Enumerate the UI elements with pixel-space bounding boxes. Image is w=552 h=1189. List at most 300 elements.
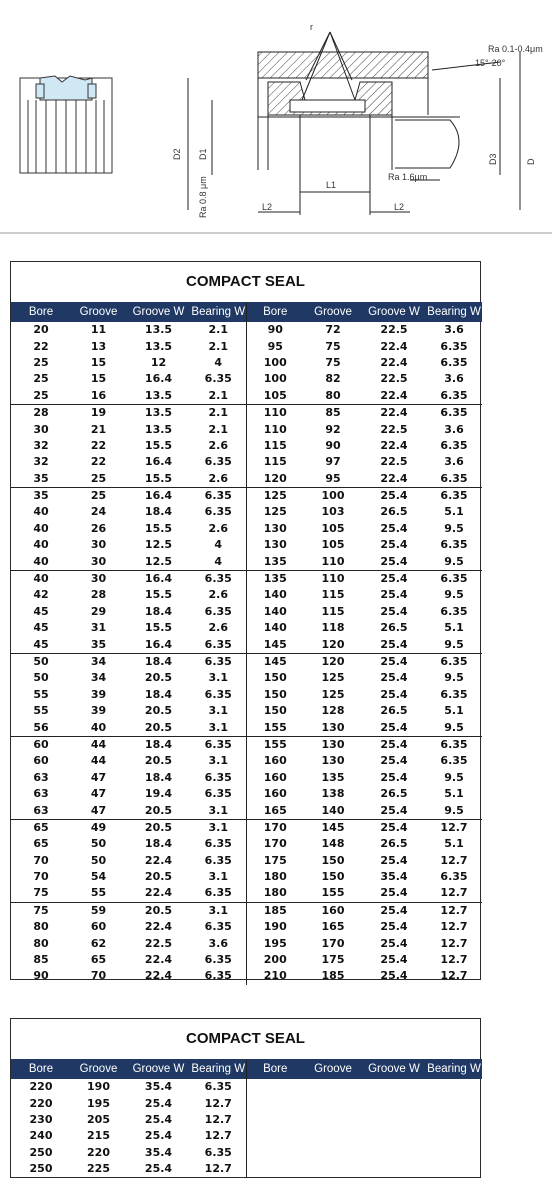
- table-cell: 20.5: [144, 720, 173, 734]
- table-cell: 25.4: [380, 687, 408, 701]
- table-cell: 6.35: [191, 653, 246, 670]
- table-cell: 6.35: [440, 339, 468, 353]
- table-cell: 44: [90, 754, 107, 768]
- table-cell: 31: [90, 621, 107, 635]
- table-cell: 9.5: [444, 588, 464, 602]
- table-row: [11, 753, 482, 769]
- table-cell: 18.4: [144, 505, 173, 519]
- table-cell: 148: [321, 837, 345, 851]
- table-cell: 230: [29, 1112, 53, 1126]
- table-cell: 9.5: [444, 554, 464, 568]
- table-cell: 13: [90, 339, 107, 353]
- table-cell: 170: [321, 936, 345, 950]
- table-cell: 40: [33, 521, 49, 535]
- table-cell: 22.4: [380, 339, 408, 353]
- table-cell: 80: [33, 920, 49, 934]
- table-cell: 15.5: [144, 521, 173, 535]
- table-cell: 9.5: [444, 671, 464, 685]
- table-cell: 22.5: [380, 455, 408, 469]
- table-cell: 120: [246, 471, 304, 488]
- table-cell: 44: [71, 736, 126, 753]
- table-cell: 95: [246, 338, 304, 354]
- table-row: [11, 1079, 482, 1095]
- table-cell: 25: [33, 355, 49, 369]
- table-cell: 40: [90, 720, 107, 734]
- table-cell: 80: [325, 388, 341, 402]
- table-cell: 100: [304, 487, 362, 504]
- table-cell: 22.4: [380, 438, 408, 452]
- table-cell: 25.4: [144, 1129, 173, 1143]
- table-cell: 125: [246, 487, 304, 504]
- table-cell: 6.35: [204, 637, 232, 651]
- table-cell: 6.35: [204, 953, 232, 967]
- table-cell: 145: [246, 653, 304, 670]
- table-cell: 6.35: [204, 604, 232, 618]
- table-cell: 12.7: [440, 920, 468, 934]
- table-cell: 22.4: [144, 853, 173, 867]
- table-cell: 215: [87, 1129, 110, 1143]
- table-cell: 12.7: [426, 902, 482, 919]
- table-cell: 150: [321, 870, 345, 884]
- table-cell: 65: [33, 837, 49, 851]
- table-cell: 13.5: [144, 323, 173, 337]
- column-header: Groove W: [362, 1059, 426, 1079]
- table-cell: 170: [246, 836, 304, 852]
- table-cell: 150: [246, 687, 304, 703]
- table-cell: 13.5: [144, 422, 173, 436]
- table-cell: 128: [321, 704, 345, 718]
- table-row: [11, 521, 482, 537]
- table-cell: 55: [90, 886, 107, 900]
- table-cell: 115: [321, 588, 345, 602]
- table-cell: 220: [29, 1096, 53, 1110]
- table-cell: 60: [33, 754, 49, 768]
- table-cell: 185: [246, 902, 304, 919]
- table-cell: 9.5: [444, 720, 464, 734]
- table-cell: 140: [321, 803, 345, 817]
- table-cell: [362, 1145, 426, 1161]
- table-cell: 22.5: [380, 422, 408, 436]
- table-row: [11, 404, 482, 421]
- table-cell: 125: [321, 671, 345, 685]
- table-cell: 29: [90, 604, 107, 618]
- table-cell: 110: [246, 404, 304, 421]
- table-cell: 55: [33, 687, 49, 701]
- table-cell: 3.1: [208, 704, 228, 718]
- table-cell: 9.5: [444, 803, 464, 817]
- table-cell: 15.5: [144, 588, 173, 602]
- table-cell: 50: [90, 853, 107, 867]
- table-row: [11, 1145, 482, 1161]
- table-row: [11, 620, 482, 636]
- table-cell: 34: [90, 671, 107, 685]
- r-label: r: [310, 22, 313, 32]
- table-cell: 85: [33, 953, 49, 967]
- table-cell: 28: [11, 404, 71, 421]
- compact-seal-table-2: [10, 1018, 481, 1178]
- table-cell: 165: [321, 920, 345, 934]
- table-cell: 155: [246, 719, 304, 736]
- table-cell: 25.4: [380, 936, 408, 950]
- column-header: Groove W: [126, 1059, 191, 1079]
- table-cell: 125: [246, 504, 304, 520]
- table-cell: 160: [246, 753, 304, 769]
- table-row: [11, 919, 482, 935]
- column-header: Groove: [304, 1059, 362, 1079]
- table-row: [11, 338, 482, 354]
- table-cell: 20.5: [144, 671, 173, 685]
- table-cell: 70: [33, 870, 49, 884]
- table-cell: 16.4: [144, 372, 173, 386]
- table-cell: 47: [90, 770, 107, 784]
- table-cell: 5.1: [444, 621, 464, 635]
- table-cell: 25: [33, 388, 49, 402]
- table-cell: 25.4: [380, 920, 408, 934]
- table-cell: 4: [214, 538, 223, 552]
- table-cell: [246, 1161, 304, 1177]
- table-cell: 115: [246, 438, 304, 454]
- table-cell: 190: [87, 1080, 110, 1094]
- table-row: [11, 1161, 482, 1177]
- table-cell: 160: [246, 786, 304, 802]
- table-cell: 20.5: [144, 754, 173, 768]
- table-cell: 63: [33, 803, 49, 817]
- ra-top-label: Ra 0.1-0.4μm: [488, 44, 543, 54]
- table-cell: 25.4: [380, 770, 408, 784]
- column-header: Bore: [246, 302, 304, 322]
- table-row: [11, 371, 482, 387]
- table-cell: 12.7: [204, 1162, 232, 1176]
- table-cell: 11: [90, 323, 107, 337]
- table-cell: 6.35: [440, 355, 468, 369]
- column-header: Bearing W: [426, 302, 482, 322]
- table-cell: 25: [90, 471, 107, 485]
- table-cell: 65: [90, 953, 107, 967]
- table-cell: 12.7: [426, 819, 482, 836]
- table-cell: 72: [325, 323, 341, 337]
- table-cell: 15.5: [144, 438, 173, 452]
- table-cell: [362, 1161, 426, 1177]
- table-cell: [304, 1095, 362, 1111]
- table-cell: 18.4: [144, 770, 173, 784]
- table-cell: 25.4: [362, 736, 426, 753]
- table-cell: 155: [246, 736, 304, 753]
- table-cell: 22.4: [144, 953, 173, 967]
- table-cell: 25.4: [144, 1162, 173, 1176]
- table-cell: 54: [90, 870, 107, 884]
- table-cell: 75: [325, 339, 341, 353]
- table-cell: 92: [325, 422, 341, 436]
- table-cell: 56: [33, 720, 49, 734]
- table-row: [11, 604, 482, 620]
- table-cell: 19: [71, 404, 126, 421]
- table-cell: 6.35: [440, 687, 468, 701]
- table-cell: 2.1: [208, 339, 228, 353]
- table-cell: 240: [29, 1129, 53, 1143]
- table-cell: 63: [33, 770, 49, 784]
- table-row: [11, 1128, 482, 1144]
- table-cell: 25.4: [380, 671, 408, 685]
- table-row: [11, 388, 482, 405]
- table-cell: 110: [246, 421, 304, 437]
- table-cell: [246, 1145, 304, 1161]
- table-cell: 2.6: [208, 438, 228, 452]
- table-row: [11, 869, 482, 885]
- table-cell: 20: [33, 323, 49, 337]
- table-cell: 25.4: [380, 754, 408, 768]
- size-table: [11, 1059, 482, 1177]
- table-cell: 18.4: [144, 837, 173, 851]
- table-cell: 135: [321, 770, 345, 784]
- table-cell: 16.4: [144, 455, 173, 469]
- d2-label: D2: [172, 148, 182, 160]
- column-header: Groove: [71, 302, 126, 322]
- table-cell: 6.35: [426, 570, 482, 587]
- table-cell: 3.6: [208, 936, 228, 950]
- table-cell: 12: [150, 355, 167, 369]
- table-cell: 55: [33, 704, 49, 718]
- table-cell: 47: [90, 803, 107, 817]
- table-cell: [362, 1095, 426, 1111]
- table-row: [11, 819, 482, 836]
- l1-label: L1: [326, 180, 337, 190]
- table-cell: 35.4: [144, 1145, 173, 1159]
- table-cell: 25.4: [362, 487, 426, 504]
- table-cell: 12.7: [204, 1096, 232, 1110]
- table-cell: 6.35: [440, 870, 468, 884]
- table-cell: 70: [90, 969, 107, 983]
- table-cell: 35: [33, 471, 49, 485]
- table-cell: [304, 1079, 362, 1095]
- table-cell: 40: [33, 538, 49, 552]
- table-cell: 145: [246, 636, 304, 653]
- table-cell: 6.35: [191, 487, 246, 504]
- column-header: Bearing W: [426, 1059, 482, 1079]
- table-cell: 6.35: [204, 372, 232, 386]
- table-cell: 50: [11, 653, 71, 670]
- table-cell: 12.7: [440, 969, 468, 983]
- table-cell: 25.4: [380, 538, 408, 552]
- table-cell: 25.4: [380, 853, 408, 867]
- table-cell: 90: [325, 438, 341, 452]
- table-row: [11, 952, 482, 968]
- table-cell: 125: [321, 687, 345, 701]
- table-row: [11, 802, 482, 819]
- table-cell: 50: [33, 671, 49, 685]
- table-cell: 5.1: [444, 837, 464, 851]
- table-cell: 95: [325, 471, 341, 485]
- table-cell: 110: [321, 554, 345, 568]
- table-cell: [246, 1079, 304, 1095]
- table-cell: 49: [71, 819, 126, 836]
- column-header: Bearing W: [191, 1059, 246, 1079]
- table-cell: 130: [321, 754, 345, 768]
- table-row: [11, 587, 482, 603]
- table-cell: 200: [246, 952, 304, 968]
- table-row: [11, 719, 482, 736]
- table-cell: 18.4: [144, 687, 173, 701]
- table-cell: 6.35: [426, 487, 482, 504]
- table-row: [11, 703, 482, 719]
- l2-left-label: L2: [262, 202, 273, 212]
- table-row: [11, 636, 482, 653]
- table-cell: 65: [11, 819, 71, 836]
- table-cell: 220: [87, 1145, 110, 1159]
- table-cell: 85: [304, 404, 362, 421]
- table-cell: 160: [304, 902, 362, 919]
- table-cell: 3.6: [444, 422, 464, 436]
- table-row: [11, 438, 482, 454]
- table-cell: 120: [321, 637, 345, 651]
- table-cell: 155: [321, 886, 345, 900]
- table-cell: 6.35: [440, 754, 468, 768]
- size-table: [11, 302, 482, 985]
- table-cell: 75: [11, 902, 71, 919]
- table-cell: 20.5: [126, 819, 191, 836]
- table-cell: 170: [246, 819, 304, 836]
- table-cell: 135: [246, 553, 304, 570]
- table-cell: 6.35: [426, 736, 482, 753]
- table-cell: 5.1: [444, 704, 464, 718]
- d-label: D: [526, 158, 536, 165]
- table-cell: 45: [33, 604, 49, 618]
- table-cell: [426, 1128, 482, 1144]
- table-cell: 6.35: [440, 538, 468, 552]
- table-cell: 35.4: [380, 870, 408, 884]
- table-cell: 30: [33, 422, 49, 436]
- table-cell: 47: [90, 787, 107, 801]
- column-header: Groove W: [362, 302, 426, 322]
- table-row: [11, 786, 482, 802]
- column-header: Groove W: [126, 302, 191, 322]
- table-row: [11, 836, 482, 852]
- table-cell: 18.4: [144, 604, 173, 618]
- table-cell: 145: [304, 819, 362, 836]
- table-cell: 150: [246, 703, 304, 719]
- table-cell: 195: [246, 935, 304, 951]
- table-cell: 25.4: [380, 637, 408, 651]
- table-cell: 26.5: [380, 787, 408, 801]
- table-cell: 90: [33, 969, 49, 983]
- table-cell: 120: [304, 653, 362, 670]
- table-cell: 3.1: [208, 803, 228, 817]
- table-row: [11, 454, 482, 470]
- table-cell: 22.5: [144, 936, 173, 950]
- table-cell: 39: [90, 687, 107, 701]
- table-cell: 105: [321, 538, 345, 552]
- table-cell: 45: [33, 621, 49, 635]
- column-header: Bore: [11, 302, 71, 322]
- table-cell: 138: [321, 787, 345, 801]
- table-cell: 22.5: [380, 372, 408, 386]
- table-cell: 2.1: [208, 323, 228, 337]
- table-cell: 12.7: [440, 953, 468, 967]
- table-cell: 18.4: [126, 736, 191, 753]
- table-cell: 22.5: [380, 323, 408, 337]
- header-row: [11, 1059, 482, 1079]
- table-row: [11, 1095, 482, 1111]
- table-cell: 250: [29, 1162, 53, 1176]
- table-cell: 6.35: [440, 388, 468, 402]
- table-cell: 40: [33, 505, 49, 519]
- table-cell: 115: [246, 454, 304, 470]
- table-cell: 6.35: [204, 1080, 232, 1094]
- table-cell: 3.1: [208, 870, 228, 884]
- table-cell: 60: [11, 736, 71, 753]
- table-row: [11, 770, 482, 786]
- table-cell: 20.5: [126, 902, 191, 919]
- table-cell: 40: [11, 570, 71, 587]
- table-cell: 6.35: [204, 1145, 232, 1159]
- table-row: [11, 570, 482, 587]
- table-cell: 12.7: [440, 886, 468, 900]
- table-cell: 26.5: [380, 837, 408, 851]
- table-cell: 130: [246, 521, 304, 537]
- table-cell: [304, 1145, 362, 1161]
- header-row: [11, 302, 482, 322]
- table-row: [11, 487, 482, 504]
- table-cell: 100: [246, 355, 304, 371]
- table-row: [11, 653, 482, 670]
- ra-left-label: Ra 0.8 μm: [198, 176, 208, 218]
- seal-side-view: [20, 76, 112, 173]
- table-cell: 18.4: [126, 653, 191, 670]
- table-cell: 13.5: [144, 339, 173, 353]
- table-cell: 205: [87, 1112, 110, 1126]
- table-cell: 6.35: [204, 920, 232, 934]
- table-cell: 13.5: [144, 388, 173, 402]
- table-cell: 22.4: [362, 404, 426, 421]
- table-cell: 105: [246, 388, 304, 405]
- table-cell: 6.35: [426, 404, 482, 421]
- table-cell: 140: [246, 587, 304, 603]
- table-cell: 220: [29, 1080, 53, 1094]
- table-row: [11, 736, 482, 753]
- table-cell: 22: [33, 339, 49, 353]
- table-cell: 175: [246, 853, 304, 869]
- table-cell: 103: [321, 505, 345, 519]
- table-cell: 22: [90, 438, 107, 452]
- table-cell: 50: [90, 837, 107, 851]
- table-cell: 12.5: [144, 554, 173, 568]
- table-title: COMPACT SEAL: [186, 1030, 305, 1047]
- table-cell: 150: [246, 670, 304, 686]
- table-cell: 97: [325, 455, 341, 469]
- table-cell: 26: [90, 521, 107, 535]
- table-cell: 6.35: [204, 969, 232, 983]
- table-cell: 5.1: [444, 787, 464, 801]
- table-cell: 25.4: [362, 819, 426, 836]
- table-cell: 250: [29, 1145, 53, 1159]
- column-header: Groove: [71, 1059, 126, 1079]
- table-cell: 190: [246, 919, 304, 935]
- table-cell: 15.5: [144, 471, 173, 485]
- table-cell: 3.6: [444, 372, 464, 386]
- table-cell: 2.6: [208, 621, 228, 635]
- table-cell: 115: [321, 604, 345, 618]
- table-cell: 6.35: [204, 770, 232, 784]
- table-cell: 22.4: [144, 920, 173, 934]
- table-cell: 110: [304, 570, 362, 587]
- table-cell: 40: [33, 554, 49, 568]
- table-cell: 3.6: [444, 323, 464, 337]
- column-header: Bore: [246, 1059, 304, 1079]
- table-cell: 3.6: [444, 455, 464, 469]
- table-cell: 6.35: [204, 455, 232, 469]
- table-cell: 70: [33, 853, 49, 867]
- table-cell: 28: [90, 588, 107, 602]
- table-cell: 34: [71, 653, 126, 670]
